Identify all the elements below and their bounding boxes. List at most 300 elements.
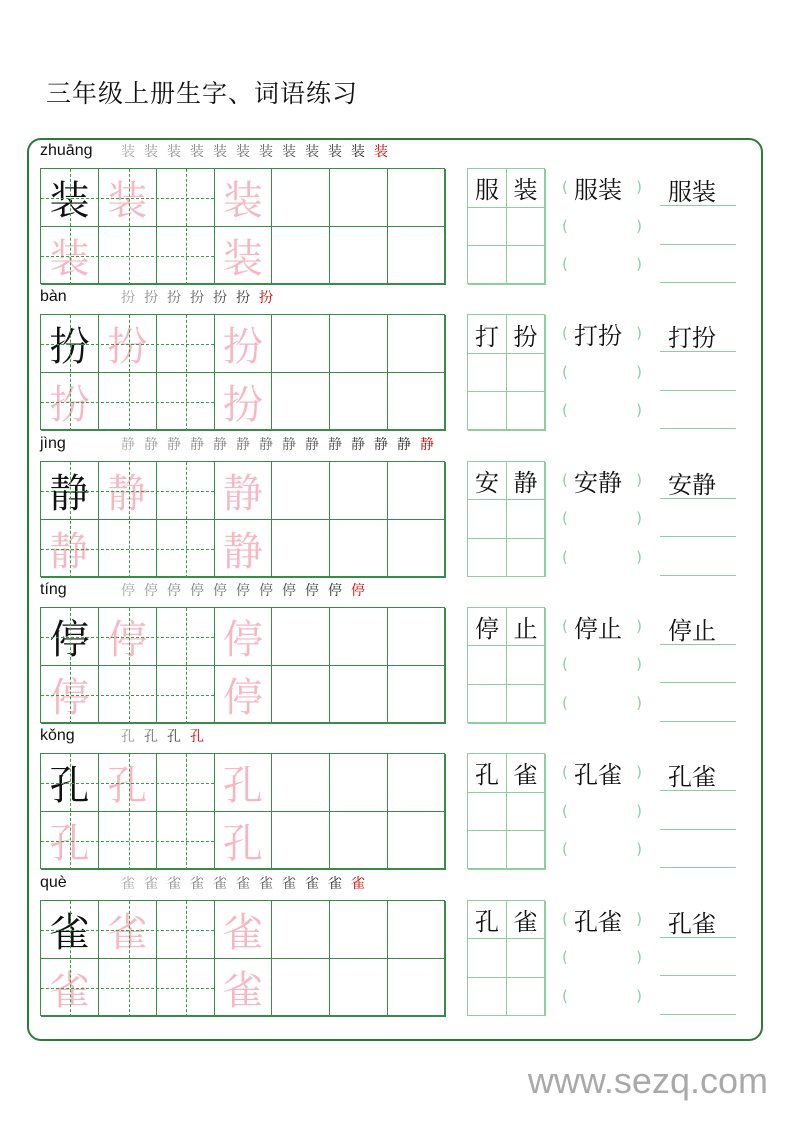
practice-cell-trace[interactable]: 装 bbox=[99, 169, 157, 227]
word-cell: 孔 bbox=[468, 754, 507, 793]
stroke-order bbox=[118, 873, 368, 893]
practice-cell[interactable] bbox=[388, 315, 446, 373]
word-cell: 停 bbox=[468, 608, 507, 647]
word-cell[interactable] bbox=[468, 208, 507, 247]
practice-cell[interactable] bbox=[330, 754, 388, 812]
practice-cell-trace[interactable]: 扮 bbox=[214, 315, 272, 373]
stroke-step: 停 bbox=[144, 582, 158, 599]
stroke-step: 装 bbox=[121, 144, 135, 160]
left-paren: ( bbox=[562, 470, 568, 489]
stroke-step: 装 bbox=[351, 144, 365, 160]
guide-line bbox=[129, 169, 130, 285]
left-paren: ( bbox=[562, 909, 568, 928]
right-paren: ) bbox=[636, 801, 642, 820]
stroke-step: 静 bbox=[190, 436, 204, 453]
practice-cell-trace[interactable]: 停 bbox=[41, 666, 99, 724]
practice-cell-trace: 雀 bbox=[41, 901, 99, 959]
practice-cell[interactable] bbox=[272, 754, 330, 812]
parenthesis-blank[interactable] bbox=[562, 977, 642, 1015]
practice-cell[interactable] bbox=[388, 462, 446, 520]
parenthesis-blank[interactable] bbox=[562, 684, 642, 722]
underline-blank[interactable] bbox=[660, 499, 736, 537]
stroke-step: 停 bbox=[282, 582, 296, 599]
parenthesis-blank[interactable] bbox=[562, 645, 642, 683]
right-paren: ) bbox=[636, 324, 642, 343]
word-cell[interactable] bbox=[468, 392, 507, 431]
word-label: 停止 bbox=[574, 614, 622, 643]
word-cell[interactable] bbox=[468, 500, 507, 539]
practice-cell[interactable] bbox=[330, 901, 388, 959]
parenthesis-blank[interactable] bbox=[562, 938, 642, 976]
left-paren: ( bbox=[562, 801, 568, 820]
right-paren: ) bbox=[636, 948, 642, 967]
stroke-order bbox=[118, 287, 276, 307]
practice-cell[interactable] bbox=[272, 227, 330, 285]
practice-cell[interactable] bbox=[272, 462, 330, 520]
guide-line bbox=[129, 754, 130, 870]
practice-cell[interactable] bbox=[272, 315, 330, 373]
stroke-order bbox=[118, 141, 391, 161]
parenthesis-blank[interactable] bbox=[562, 499, 642, 537]
practice-cell[interactable] bbox=[388, 901, 446, 959]
guide-line bbox=[41, 491, 214, 492]
practice-cell-trace[interactable]: 停 bbox=[214, 608, 272, 666]
left-paren: ( bbox=[562, 840, 568, 859]
guide-line bbox=[41, 198, 214, 199]
stroke-step: 雀 bbox=[190, 875, 204, 892]
parenthesis-blank[interactable] bbox=[562, 538, 642, 576]
character-section bbox=[40, 723, 740, 869]
stroke-step: 扮 bbox=[121, 290, 135, 307]
guide-line bbox=[70, 169, 71, 285]
word-cell[interactable] bbox=[507, 685, 546, 724]
parenthesis-blank[interactable] bbox=[562, 461, 642, 499]
word-cell[interactable] bbox=[507, 392, 546, 431]
word-cell[interactable] bbox=[507, 978, 546, 1017]
word-box bbox=[467, 314, 545, 430]
stroke-step: 雀 bbox=[351, 875, 365, 892]
guide-line bbox=[70, 754, 71, 870]
stroke-step: 扮 bbox=[213, 290, 227, 307]
practice-cell[interactable] bbox=[330, 959, 388, 1017]
left-paren: ( bbox=[562, 616, 568, 635]
underline-blank[interactable] bbox=[660, 461, 736, 499]
word-cell[interactable] bbox=[507, 939, 546, 978]
word-cell: 雀 bbox=[507, 754, 546, 793]
guide-line bbox=[186, 315, 187, 431]
guide-line bbox=[41, 783, 214, 784]
stroke-step: 停 bbox=[236, 582, 250, 599]
underline-blank[interactable] bbox=[660, 900, 736, 938]
word-cell[interactable] bbox=[507, 539, 546, 578]
character-section bbox=[40, 284, 740, 430]
practice-cell-trace: 扮 bbox=[41, 315, 99, 373]
stroke-step: 扮 bbox=[167, 290, 181, 307]
word-box bbox=[467, 753, 545, 869]
practice-cell[interactable] bbox=[388, 520, 446, 578]
guide-line bbox=[129, 608, 130, 724]
stroke-step: 静 bbox=[351, 436, 365, 453]
practice-cell[interactable] bbox=[388, 169, 446, 227]
practice-cell-trace[interactable]: 扮 bbox=[99, 315, 157, 373]
underline-blank[interactable] bbox=[660, 245, 736, 283]
pinyin: zhuāng bbox=[40, 142, 93, 159]
stroke-step: 孔 bbox=[190, 729, 204, 746]
underline-blank[interactable] bbox=[660, 977, 736, 1015]
stroke-order bbox=[118, 726, 207, 746]
stroke-order bbox=[118, 580, 368, 600]
stroke-step: 孔 bbox=[144, 729, 158, 746]
practice-cell-trace[interactable]: 静 bbox=[214, 520, 272, 578]
word-cell[interactable] bbox=[468, 939, 507, 978]
practice-cell[interactable] bbox=[388, 812, 446, 870]
practice-cell[interactable] bbox=[330, 666, 388, 724]
stroke-step: 静 bbox=[213, 436, 227, 453]
guide-line bbox=[41, 402, 214, 403]
underline-blank[interactable] bbox=[660, 645, 736, 683]
parenthesis-blank[interactable] bbox=[562, 391, 642, 429]
right-paren: ) bbox=[636, 616, 642, 635]
underline-blank[interactable] bbox=[660, 207, 736, 245]
stroke-step: 停 bbox=[190, 582, 204, 599]
word-label: 安静 bbox=[668, 470, 716, 499]
underline-blank[interactable] bbox=[660, 753, 736, 791]
parenthesis-blank[interactable] bbox=[562, 207, 642, 245]
stroke-step: 静 bbox=[144, 436, 158, 453]
left-paren: ( bbox=[562, 655, 568, 674]
word-cell[interactable] bbox=[507, 500, 546, 539]
stroke-step: 雀 bbox=[328, 875, 342, 892]
right-paren: ) bbox=[636, 401, 642, 420]
left-paren: ( bbox=[562, 763, 568, 782]
practice-cell-trace[interactable]: 静 bbox=[41, 520, 99, 578]
practice-grid bbox=[40, 900, 445, 1016]
word-box bbox=[467, 461, 545, 577]
word-cell[interactable] bbox=[468, 246, 507, 285]
practice-cell-trace[interactable]: 停 bbox=[214, 666, 272, 724]
word-cell: 服 bbox=[468, 169, 507, 208]
stroke-step: 雀 bbox=[144, 875, 158, 892]
left-paren: ( bbox=[562, 547, 568, 566]
underline-blank[interactable] bbox=[660, 830, 736, 868]
stroke-step: 静 bbox=[282, 436, 296, 453]
right-paren: ) bbox=[636, 655, 642, 674]
right-paren: ) bbox=[636, 509, 642, 528]
practice-cell[interactable] bbox=[330, 462, 388, 520]
practice-cell-trace[interactable]: 装 bbox=[41, 227, 99, 285]
parenthesis-blank[interactable] bbox=[562, 168, 642, 206]
word-cell[interactable] bbox=[507, 646, 546, 685]
stroke-step: 静 bbox=[259, 436, 273, 453]
underline-blank[interactable] bbox=[660, 168, 736, 206]
practice-cell-trace[interactable]: 停 bbox=[99, 608, 157, 666]
right-paren: ) bbox=[636, 547, 642, 566]
right-paren: ) bbox=[636, 255, 642, 274]
guide-line bbox=[129, 901, 130, 1017]
practice-cell-trace[interactable]: 雀 bbox=[41, 959, 99, 1017]
stroke-step: 孔 bbox=[121, 729, 135, 746]
character-section bbox=[40, 870, 740, 1016]
word-label: 孔雀 bbox=[574, 907, 622, 936]
guide-line bbox=[186, 608, 187, 724]
stroke-step: 雀 bbox=[236, 875, 250, 892]
practice-grid bbox=[40, 314, 445, 430]
word-cell[interactable] bbox=[468, 354, 507, 393]
stroke-step: 装 bbox=[374, 144, 388, 160]
practice-cell[interactable] bbox=[330, 373, 388, 431]
practice-cell[interactable] bbox=[388, 608, 446, 666]
pinyin: jìng bbox=[40, 434, 66, 452]
practice-cell-trace[interactable]: 静 bbox=[99, 462, 157, 520]
word-label: 孔雀 bbox=[668, 763, 716, 792]
stroke-step: 静 bbox=[397, 436, 411, 453]
practice-cell-trace[interactable]: 扮 bbox=[214, 373, 272, 431]
stroke-step: 扮 bbox=[259, 290, 273, 307]
stroke-step: 雀 bbox=[305, 875, 319, 892]
guide-line bbox=[70, 608, 71, 724]
left-paren: ( bbox=[562, 948, 568, 967]
page-title: 三年级上册生字、词语练习 bbox=[46, 79, 359, 108]
word-cell: 装 bbox=[507, 169, 546, 208]
watermark-url: www.sezq.com bbox=[527, 1060, 768, 1101]
stroke-step: 停 bbox=[328, 582, 342, 599]
stroke-step: 雀 bbox=[121, 875, 135, 892]
word-cell[interactable] bbox=[507, 246, 546, 285]
underline-blank[interactable] bbox=[660, 538, 736, 576]
stroke-step: 静 bbox=[236, 436, 250, 453]
practice-grid bbox=[40, 168, 445, 284]
right-paren: ) bbox=[636, 763, 642, 782]
word-cell[interactable] bbox=[507, 831, 546, 870]
left-paren: ( bbox=[562, 178, 568, 196]
practice-grid bbox=[40, 607, 445, 723]
practice-cell[interactable] bbox=[388, 959, 446, 1017]
word-box bbox=[467, 607, 545, 723]
character-section bbox=[40, 577, 740, 723]
word-label: 服装 bbox=[574, 176, 622, 204]
word-label: 停止 bbox=[668, 616, 716, 645]
guide-line bbox=[41, 549, 214, 550]
stroke-step: 雀 bbox=[282, 875, 296, 892]
guide-line bbox=[186, 901, 187, 1017]
parenthesis-blank[interactable] bbox=[562, 753, 642, 791]
stroke-order bbox=[118, 434, 437, 454]
practice-cell-trace[interactable]: 装 bbox=[214, 169, 272, 227]
left-paren: ( bbox=[562, 216, 568, 235]
guide-line bbox=[129, 315, 130, 431]
parenthesis-blank[interactable] bbox=[562, 314, 642, 352]
guide-line bbox=[41, 695, 214, 696]
parenthesis-blank[interactable] bbox=[562, 607, 642, 645]
stroke-step: 装 bbox=[190, 144, 204, 160]
guide-line bbox=[41, 256, 214, 257]
guide-line bbox=[129, 462, 130, 578]
practice-cell-trace: 孔 bbox=[41, 754, 99, 812]
practice-cell-trace[interactable]: 雀 bbox=[214, 901, 272, 959]
parenthesis-blank[interactable] bbox=[562, 792, 642, 830]
practice-cell-trace[interactable]: 孔 bbox=[41, 812, 99, 870]
practice-cell-trace[interactable]: 雀 bbox=[214, 959, 272, 1017]
stroke-step: 雀 bbox=[213, 875, 227, 892]
practice-cell-trace[interactable]: 雀 bbox=[99, 901, 157, 959]
word-label: 服装 bbox=[668, 178, 716, 206]
practice-grid bbox=[40, 753, 445, 869]
right-paren: ) bbox=[636, 694, 642, 713]
practice-cell[interactable] bbox=[330, 227, 388, 285]
practice-cell[interactable] bbox=[388, 227, 446, 285]
word-cell: 打 bbox=[468, 315, 507, 354]
word-cell[interactable] bbox=[468, 831, 507, 870]
guide-line bbox=[186, 169, 187, 285]
underline-blank[interactable] bbox=[660, 792, 736, 830]
stroke-step: 静 bbox=[121, 436, 135, 453]
guide-line bbox=[41, 841, 214, 842]
practice-cell[interactable] bbox=[272, 666, 330, 724]
underline-blank[interactable] bbox=[660, 314, 736, 352]
stroke-step: 扮 bbox=[236, 290, 250, 307]
practice-cell[interactable] bbox=[330, 812, 388, 870]
practice-cell[interactable] bbox=[272, 169, 330, 227]
word-cell[interactable] bbox=[507, 793, 546, 832]
pinyin: què bbox=[40, 873, 67, 891]
parenthesis-blank[interactable] bbox=[562, 353, 642, 391]
parenthesis-blank[interactable] bbox=[562, 900, 642, 938]
character-section bbox=[40, 431, 740, 577]
word-box bbox=[467, 168, 545, 284]
stroke-step: 装 bbox=[282, 144, 296, 160]
stroke-step: 静 bbox=[167, 436, 181, 453]
practice-cell-trace[interactable]: 装 bbox=[214, 227, 272, 285]
right-paren: ) bbox=[636, 178, 642, 196]
left-paren: ( bbox=[562, 362, 568, 381]
parenthesis-blank[interactable] bbox=[562, 830, 642, 868]
stroke-step: 停 bbox=[259, 582, 273, 599]
right-paren: ) bbox=[636, 216, 642, 235]
practice-cell[interactable] bbox=[330, 169, 388, 227]
stroke-step: 扮 bbox=[144, 290, 158, 307]
word-cell[interactable] bbox=[468, 978, 507, 1017]
stroke-step: 静 bbox=[305, 436, 319, 453]
practice-cell-trace[interactable]: 扮 bbox=[41, 373, 99, 431]
practice-cell[interactable] bbox=[388, 373, 446, 431]
practice-cell[interactable] bbox=[272, 520, 330, 578]
word-cell[interactable] bbox=[507, 208, 546, 247]
practice-cell[interactable] bbox=[330, 608, 388, 666]
stroke-step: 装 bbox=[328, 144, 342, 160]
stroke-step: 扮 bbox=[190, 290, 204, 307]
left-paren: ( bbox=[562, 509, 568, 528]
guide-line bbox=[41, 344, 214, 345]
stroke-step: 停 bbox=[305, 582, 319, 599]
word-cell[interactable] bbox=[468, 539, 507, 578]
stroke-step: 装 bbox=[236, 144, 250, 160]
guide-line bbox=[70, 462, 71, 578]
practice-grid bbox=[40, 461, 445, 577]
right-paren: ) bbox=[636, 362, 642, 381]
left-paren: ( bbox=[562, 694, 568, 713]
stroke-step: 停 bbox=[167, 582, 181, 599]
word-cell[interactable] bbox=[468, 646, 507, 685]
practice-cell-trace: 静 bbox=[41, 462, 99, 520]
word-cell: 雀 bbox=[507, 901, 546, 940]
stroke-step: 静 bbox=[328, 436, 342, 453]
underline-blank[interactable] bbox=[660, 391, 736, 429]
stroke-step: 雀 bbox=[167, 875, 181, 892]
stroke-step: 孔 bbox=[167, 729, 181, 746]
pinyin: kǒng bbox=[40, 727, 75, 745]
practice-cell[interactable] bbox=[330, 315, 388, 373]
character-section bbox=[40, 138, 740, 284]
word-cell[interactable] bbox=[507, 354, 546, 393]
underline-blank[interactable] bbox=[660, 938, 736, 976]
parenthesis-blank[interactable] bbox=[562, 245, 642, 283]
practice-cell[interactable] bbox=[272, 608, 330, 666]
left-paren: ( bbox=[562, 986, 568, 1005]
practice-cell[interactable] bbox=[330, 520, 388, 578]
practice-cell-trace[interactable]: 孔 bbox=[99, 754, 157, 812]
practice-cell[interactable] bbox=[388, 754, 446, 812]
stroke-step: 雀 bbox=[259, 875, 273, 892]
pinyin: tíng bbox=[40, 580, 67, 598]
word-cell[interactable] bbox=[468, 793, 507, 832]
right-paren: ) bbox=[636, 840, 642, 859]
word-label: 打扮 bbox=[668, 324, 716, 353]
guide-line bbox=[70, 315, 71, 431]
word-cell[interactable] bbox=[468, 685, 507, 724]
stroke-step: 停 bbox=[351, 582, 365, 599]
left-paren: ( bbox=[562, 324, 568, 343]
stroke-step: 停 bbox=[213, 582, 227, 599]
stroke-step: 装 bbox=[259, 144, 273, 160]
word-label: 孔雀 bbox=[668, 909, 716, 938]
word-cell: 孔 bbox=[468, 901, 507, 940]
word-label: 安静 bbox=[574, 468, 622, 497]
underline-blank[interactable] bbox=[660, 353, 736, 391]
practice-cell-trace[interactable]: 孔 bbox=[214, 754, 272, 812]
practice-cell-trace[interactable]: 静 bbox=[214, 462, 272, 520]
practice-cell[interactable] bbox=[272, 373, 330, 431]
practice-cell[interactable] bbox=[272, 901, 330, 959]
word-label: 孔雀 bbox=[574, 761, 622, 790]
word-cell: 止 bbox=[507, 608, 546, 647]
left-paren: ( bbox=[562, 255, 568, 274]
word-label: 打扮 bbox=[574, 322, 622, 351]
stroke-step: 装 bbox=[213, 144, 227, 160]
practice-cell[interactable] bbox=[272, 812, 330, 870]
left-paren: ( bbox=[562, 401, 568, 420]
word-cell: 扮 bbox=[507, 315, 546, 354]
underline-blank[interactable] bbox=[660, 684, 736, 722]
stroke-step: 静 bbox=[374, 436, 388, 453]
guide-line bbox=[41, 930, 214, 931]
stroke-step: 静 bbox=[420, 436, 434, 453]
practice-cell[interactable] bbox=[388, 666, 446, 724]
underline-blank[interactable] bbox=[660, 607, 736, 645]
practice-cell[interactable] bbox=[272, 959, 330, 1017]
practice-cell-trace: 停 bbox=[41, 608, 99, 666]
guide-line bbox=[186, 754, 187, 870]
right-paren: ) bbox=[636, 909, 642, 928]
stroke-step: 装 bbox=[167, 144, 181, 160]
practice-cell-trace[interactable]: 孔 bbox=[214, 812, 272, 870]
guide-line bbox=[70, 901, 71, 1017]
stroke-step: 装 bbox=[305, 144, 319, 160]
stroke-step: 停 bbox=[121, 582, 135, 599]
word-box bbox=[467, 900, 545, 1016]
word-cell: 静 bbox=[507, 462, 546, 501]
right-paren: ) bbox=[636, 986, 642, 1005]
guide-line bbox=[41, 988, 214, 989]
